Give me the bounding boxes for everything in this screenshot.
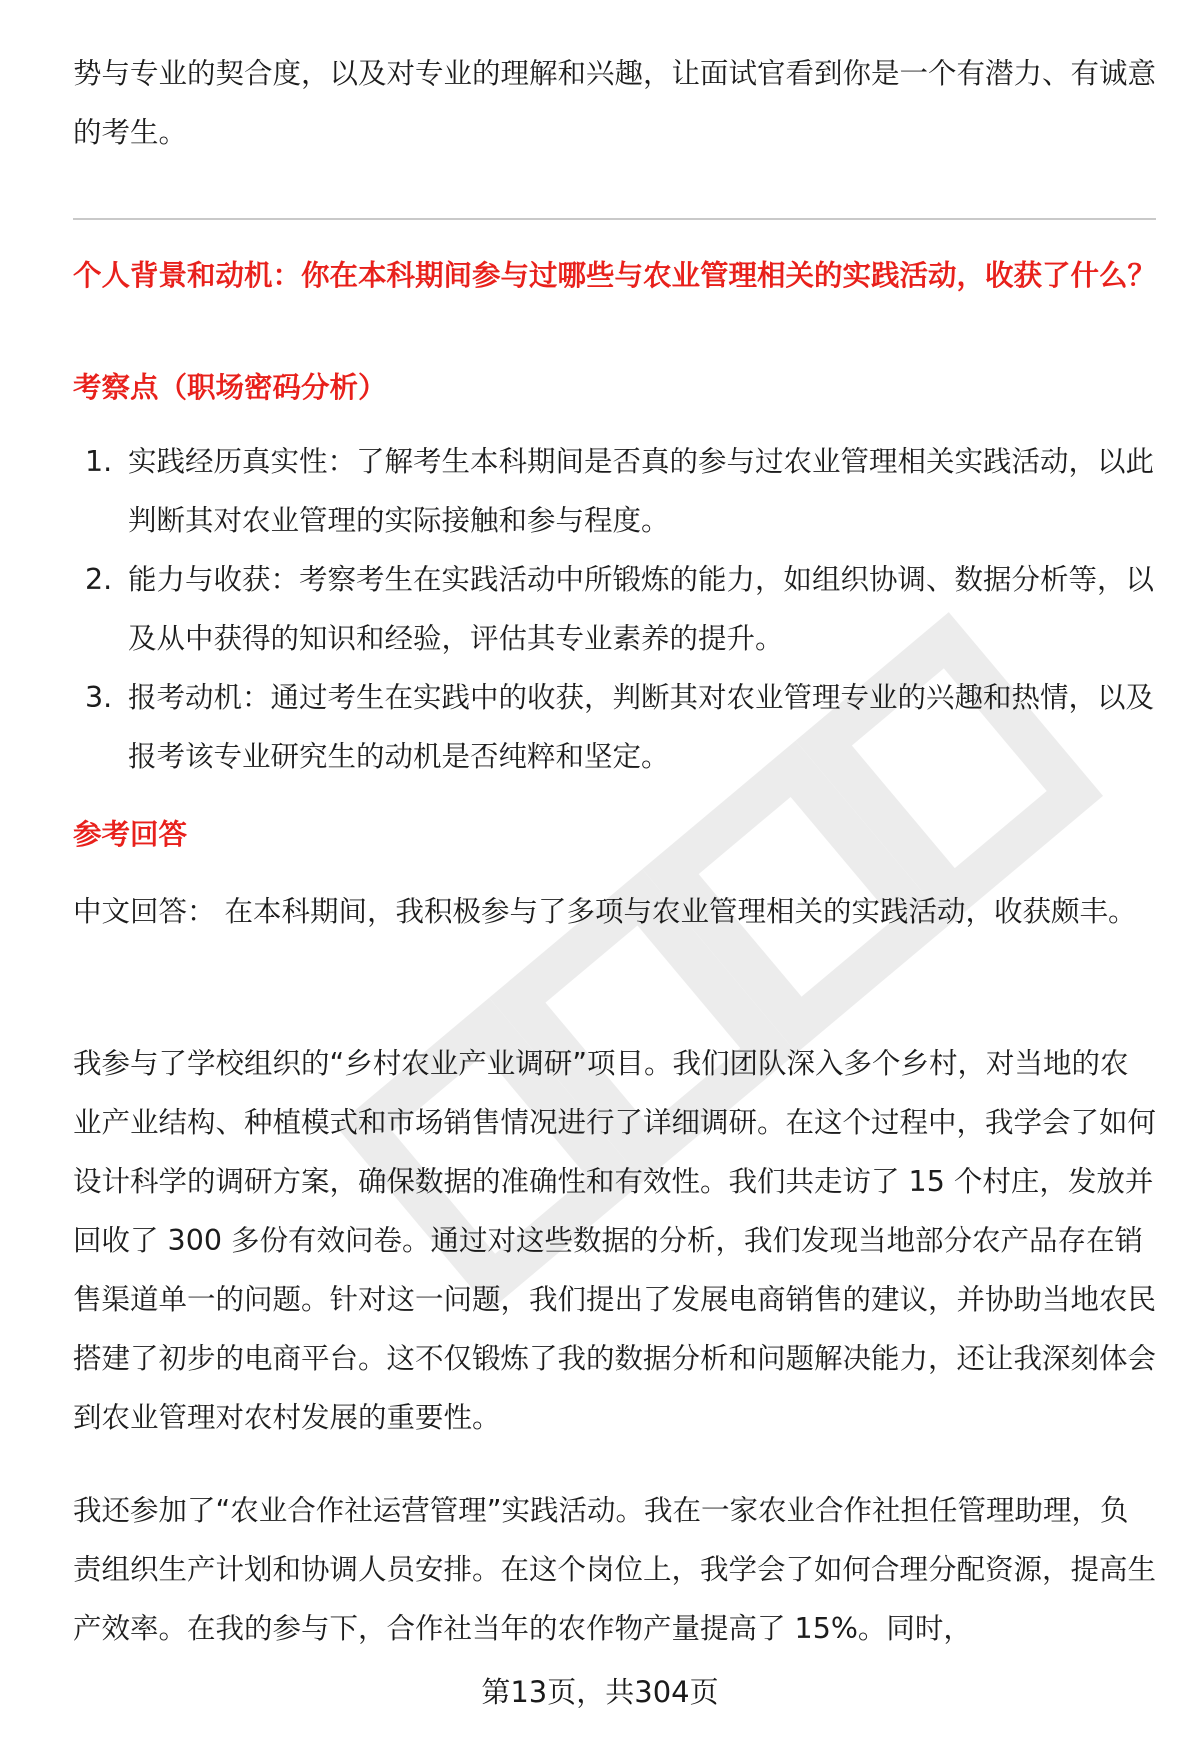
section-divider: [73, 218, 1156, 220]
intro-continuation: 势与专业的契合度，以及对专业的理解和兴趣，让面试官看到你是一个有潜力、有诚意的考生。: [73, 57, 1157, 149]
analysis-heading: 考察点（职场密码分析）: [73, 371, 387, 404]
answer-intro: 中文回答： 在本科期间，我积极参与了多项与农业管理相关的实践活动，收获颇丰。: [73, 895, 1137, 928]
answer-heading: 参考回答: [73, 818, 188, 851]
list-text: 实践经历真实性：了解考生本科期间是否真的参与过农业管理相关实践活动，以此判断其对农业管理的实际接触和参与程度。: [128, 445, 1155, 537]
answer-paragraph: 我还参加了“农业合作社运营管理”实践活动。我在一家农业合作社担任管理助理，负责组织生产计划和协调人员安排。在这个岗位上，我学会了如何合理分配资源，提高生产效率。在我的参与下，合作社当年的农作物产量提高了 15%。同时，: [73, 1494, 1157, 1645]
answer-paragraph: 我参与了学校组织的“乡村农业产业调研”项目。我们团队深入多个乡村，对当地的农业产业结构、种植模式和市场销售情况进行了详细调研。在这个过程中，我学会了如何设计科学的调研方案，确保数据的准确性和有效性。我们共走访了 15 个村庄，发放并回收了 300 多份有效问卷。通过对这些数据的分析，我们发现当地部分农产品存在销售渠道单一的问题。针对这一问题，我们提出了发展电商销售的建议，并协助当地农民搭建了初步的电商平台。这不仅锻炼了我的数据分析和问题解决能力，还让我深刻体会到农业管理对农村发展的重要性。: [73, 1047, 1157, 1434]
page-footer: 第13页，共304页: [481, 1675, 719, 1709]
list-number: 2.: [85, 563, 113, 596]
list-number: 1.: [85, 445, 113, 478]
list-text: 能力与收获：考察考生在实践活动中所锻炼的能力，如组织协调、数据分析等，以及从中获得的知识和经验，评估其专业素养的提升。: [128, 563, 1155, 655]
list-number: 3.: [85, 681, 113, 714]
list-text: 报考动机：通过考生在实践中的收获，判断其对农业管理专业的兴趣和热情，以及报考该专业研究生的动机是否纯粹和坚定。: [128, 681, 1155, 773]
question-heading: 个人背景和动机：你在本科期间参与过哪些与农业管理相关的实践活动，收获了什么？: [73, 259, 1157, 292]
